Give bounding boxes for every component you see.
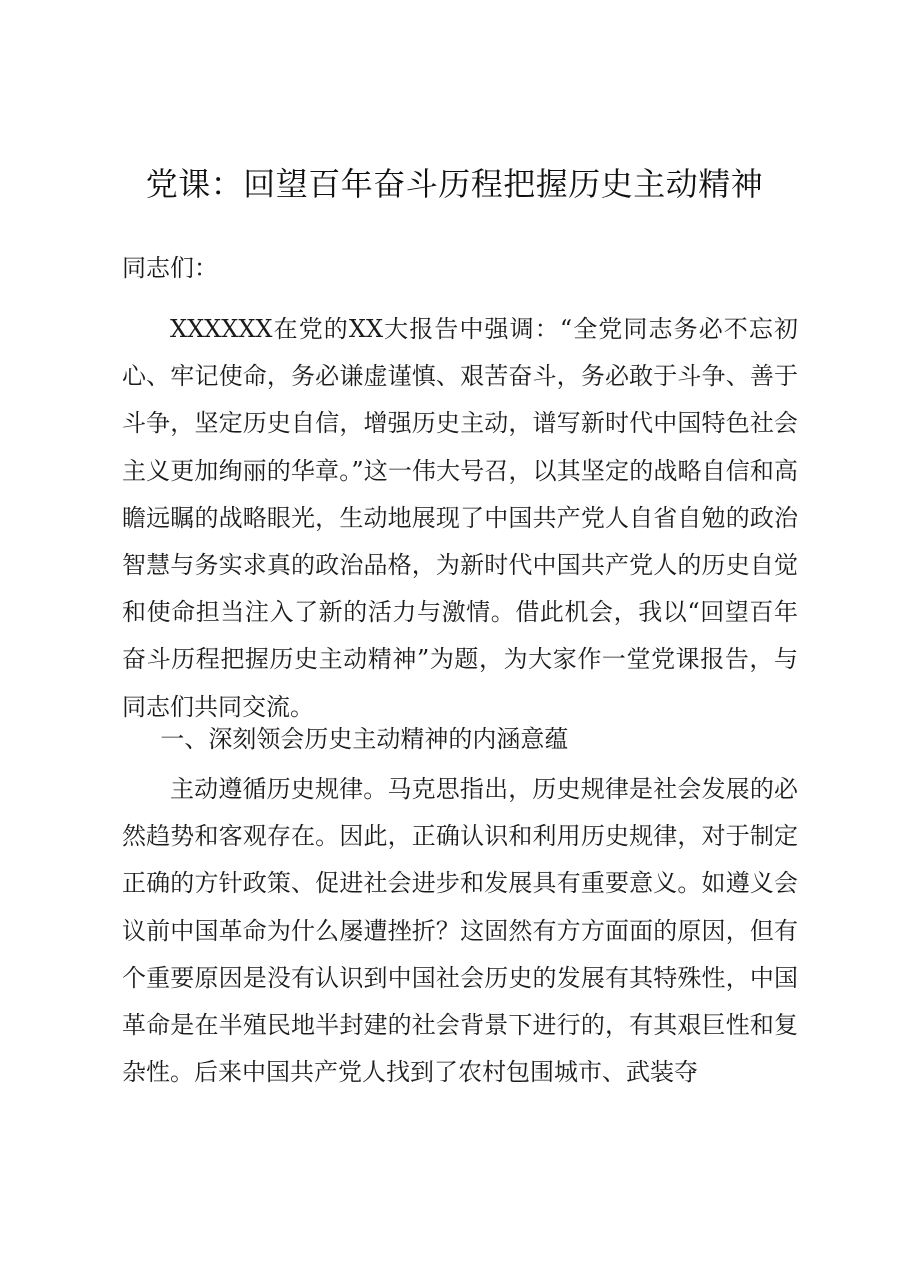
greeting: 同志们： <box>122 254 218 282</box>
section-heading: 一、深刻领会历史主动精神的内涵意蕴 <box>160 725 569 753</box>
document-title: 党课：回望百年奋斗历程把握历史主动精神 <box>145 165 764 203</box>
paragraph-history-law: 主动遵循历史规律。马克思指出，历史规律是社会发展的必然趋势和客观存在。因此，正确认识和利用历史规律，对于制定正确的方针政策、促进社会进步和发展具有重要意义。如遵义会议前中国革命为什么屡遭挫折？这固然有方方面面的原因，但有个重要原因是没有认识到中国社会历史的发展有其特殊性，中国革命是在半殖民地半封建的社会背景下进行的，有其艰巨性和复杂性。后来中国共产党人找到了农村包围城市、武装夺 <box>122 775 798 1087</box>
paragraph-intro: XXXXXX在党的XX大报告中强调：“全党同志务必不忘初心、牢记使命，务必谦虚谨慎、艰苦奋斗，务必敢于斗争、善于斗争，坚定历史自信，增强历史主动，谱写新时代中国特色社会主义更加绚丽的华章。”这一伟大号召，以其坚定的战略自信和高瞻远瞩的战略眼光，生动地展现了中国共产党人自省自勉的政治智慧与务实求真的政治品格，为新时代中国共产党人的历史自觉和使命担当注入了新的活力与激情。借此机会，我以“回望百年奋斗历程把握历史主动精神”为题，为大家作一堂党课报告，与同志们共同交流。 <box>122 315 798 721</box>
